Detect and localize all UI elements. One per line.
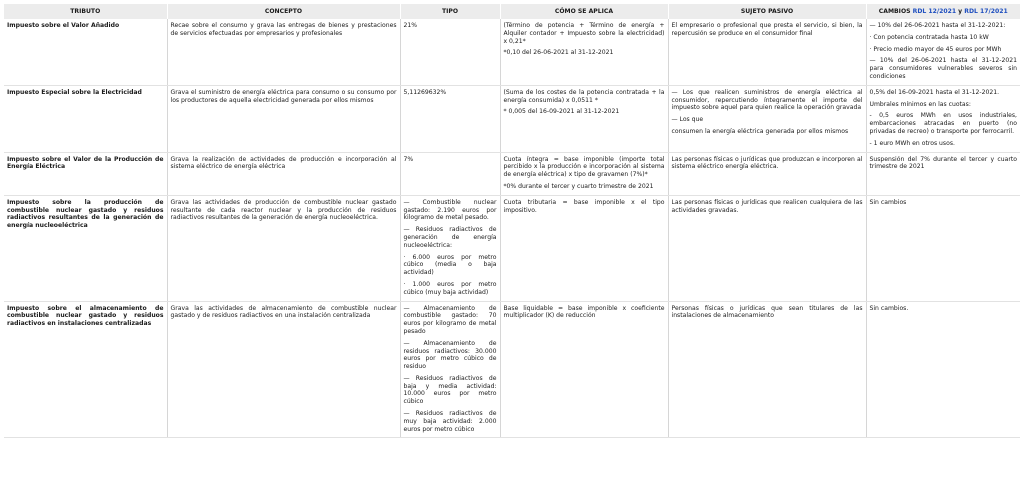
header-sujeto: SUJETO PASIVO: [668, 4, 866, 19]
cell-sujeto-line: El empresario o profesional que presta el servicio, si bien, la repercusión se produce en el consumidor final: [671, 22, 863, 37]
cell-cambios-line: · Con potencia contratada hasta 10 kW: [869, 33, 989, 41]
header-row: [4, 4, 1020, 19]
cell-tipo-line: — Residuos radiactivos de muy baja actividad: 2.000 euros por metro cúbico: [403, 410, 497, 433]
cell-como: [500, 152, 668, 195]
cell-tipo-line: — Residuos radiactivos de generación de energía nucleoeléctrica:: [403, 226, 497, 249]
cell-tipo-line: 21%: [403, 22, 418, 29]
cell-como-line: Cuota íntegra = base imponible (importe total percibido x la producción e incorporación al sistema de energía eléctrica) x tipo de gravamen (7%)*: [503, 155, 665, 179]
cell-sujeto: [668, 195, 866, 301]
cell-cambios-line: Suspensión del 7% durante el tercer y cuarto trimestre de 2021: [869, 155, 1017, 171]
header-como: CÓMO SE APLICA: [500, 4, 668, 19]
cell-como-line: (Suma de los costes de la potencia contratada + la energía consumida) x 0,0511 *: [503, 88, 665, 104]
cell-tipo-line: — Residuos radiactivos de baja y media actividad: 10.000 euros por metro cúbico: [403, 374, 497, 406]
cell-como-line: (Término de potencia + Término de energía + Alquiler contador + Impuesto sobre la electricidad) x 0,21*: [503, 22, 665, 45]
cell-como-line: *0,10 del 26-06-2021 al 31-12-2021: [503, 49, 614, 57]
cell-sujeto: [668, 19, 866, 85]
cell-cambios-line: — 10% del 26-06-2021 hasta el 31-12-2021 para consumidores vulnerables severos sin condiciones: [869, 57, 1017, 80]
cell-tipo-line: — Almacenamiento de residuos radiactivos: 30.000 euros por metro cúbico de residuo: [403, 339, 497, 371]
cell-tipo-line: — Combustible nuclear gastado: 2.190 euros por kilogramo de metal pesado.: [403, 198, 497, 222]
cell-sujeto-line: consumen la energía eléctrica generada por ellos mismos: [671, 127, 849, 135]
cell-sujeto-line: Personas físicas o jurídicas que sean titulares de las instalaciones de almacenamiento: [671, 304, 863, 320]
cell-concepto: Grava el suministro de energía eléctrica para consumo o su consumo por los productores de aquella electricidad generada por ellos mismos: [167, 85, 400, 152]
cell-tributo: Impuesto sobre el Valor de la Producción de Energía Eléctrica: [4, 152, 167, 195]
cell-como-line: Cuota tributaria = base imponible x el tipo impositivo.: [503, 198, 665, 214]
rdl-12-2021-link[interactable]: RDL 12/2021: [912, 7, 957, 15]
cell-tributo: Impuesto sobre la producción de combustible nuclear gastado y residuos radiactivos resultantes de la generación de energía nucleoeléctrica: [4, 195, 167, 301]
table-row: [4, 195, 1020, 301]
cell-sujeto-line: Las personas físicas o jurídicas que realicen cualquiera de las actividades gravadas.: [671, 198, 863, 214]
cell-tipo-line: · 6.000 euros por metro cúbico (media o baja actividad): [403, 253, 497, 277]
cell-sujeto-line: — Los que: [671, 116, 704, 124]
table-row: [4, 152, 1020, 195]
header-cambios: [866, 4, 1020, 19]
cell-sujeto: [668, 152, 866, 195]
cell-como-line: *0% durante el tercer y cuarto trimestre de 2021: [503, 182, 654, 190]
cell-tipo-line: 7%: [403, 155, 414, 163]
cell-sujeto-line: — Los que realicen suministros de energía eléctrica al consumidor, repercutiendo íntegramente el importe del impuesto sobre aquel para quien realice la operación gravada: [671, 88, 863, 112]
header-cambios-label: CAMBIOS: [878, 7, 913, 15]
cell-cambios: [866, 195, 1020, 301]
header-tipo: TIPO: [400, 4, 500, 19]
cell-cambios: [866, 85, 1020, 152]
cell-cambios-line: — 10% del 26-06-2021 hasta el 31-12-2021:: [869, 22, 1006, 29]
table-body: [4, 19, 1020, 438]
cell-como: [500, 301, 668, 438]
header-cambios-and: y: [956, 7, 965, 15]
cell-concepto: Recae sobre el consumo y grava las entregas de bienes y prestaciones de servicios efectuadas por empresarios y profesionales: [167, 19, 400, 85]
cell-tipo: [400, 301, 500, 438]
cell-como-line: Base liquidable = base imponible x coeficiente multiplicador (K) de reducción: [503, 304, 665, 320]
cell-sujeto: [668, 85, 866, 152]
cell-tributo: Impuesto sobre el Valor Añadido: [4, 19, 167, 85]
cell-cambios-line: · Precio medio mayor de 45 euros por MWh: [869, 45, 1002, 53]
cell-cambios-line: Sin cambios.: [869, 304, 909, 312]
cell-concepto: Grava la realización de actividades de producción e incorporación al sistema eléctrico de energía eléctrica: [167, 152, 400, 195]
cell-como-line: * 0,005 del 16-09-2021 al 31-12-2021: [503, 108, 620, 116]
cell-tributo: Impuesto Especial sobre la Electricidad: [4, 85, 167, 152]
cell-cambios: [866, 301, 1020, 438]
cell-tipo: [400, 85, 500, 152]
cell-cambios-line: - 0,5 euros MWh en usos industriales, embarcaciones atracadas en puerto (no privadas de recreo) o transporte por ferrocarril.: [869, 112, 1017, 135]
cell-tipo: [400, 19, 500, 85]
cell-cambios-line: Sin cambios: [869, 198, 907, 206]
rdl-17-2021-link[interactable]: RDL 17/2021: [964, 7, 1008, 15]
cell-tipo-line: · 1.000 euros por metro cúbico (muy baja actividad): [403, 280, 497, 296]
cell-concepto: Grava las actividades de producción de combustible nuclear gastado resultante de cada reactor nuclear y la producción de residuos radiactivos resultantes de la generación de energía nucleoeléctrica.: [167, 195, 400, 301]
cell-tipo: [400, 152, 500, 195]
cell-tipo-line: 5,11269632%: [403, 88, 447, 96]
cell-cambios-line: Umbrales mínimos en las cuotas:: [869, 100, 971, 108]
header-tributo: TRIBUTO: [4, 4, 167, 19]
table-row: [4, 19, 1020, 85]
tax-table: [4, 4, 1020, 438]
cell-cambios: [866, 152, 1020, 195]
cell-como: [500, 195, 668, 301]
cell-sujeto: [668, 301, 866, 438]
table-row: [4, 85, 1020, 152]
table-row: [4, 301, 1020, 438]
cell-tributo: Impuesto sobre el almacenamiento de combustible nuclear gastado y residuos radiactivos en instalaciones centralizadas: [4, 301, 167, 438]
header-concepto: CONCEPTO: [167, 4, 400, 19]
cell-cambios-line: 0,5% del 16-09-2021 hasta el 31-12-2021.: [869, 88, 1000, 96]
cell-cambios: [866, 19, 1020, 85]
cell-como: [500, 85, 668, 152]
cell-cambios-line: - 1 euro MWh en otros usos.: [869, 139, 955, 147]
cell-como: [500, 19, 668, 85]
cell-tipo: [400, 195, 500, 301]
cell-concepto: Grava las actividades de almacenamiento de combustible nuclear gastado y de residuos radiactivos en una instalación centralizada: [167, 301, 400, 438]
cell-tipo-line: — Almacenamiento de combustible gastado: 70 euros por kilogramo de metal pesado: [403, 304, 497, 335]
cell-sujeto-line: Las personas físicas o jurídicas que produzcan e incorporen al sistema eléctrico energía eléctrica.: [671, 155, 863, 171]
